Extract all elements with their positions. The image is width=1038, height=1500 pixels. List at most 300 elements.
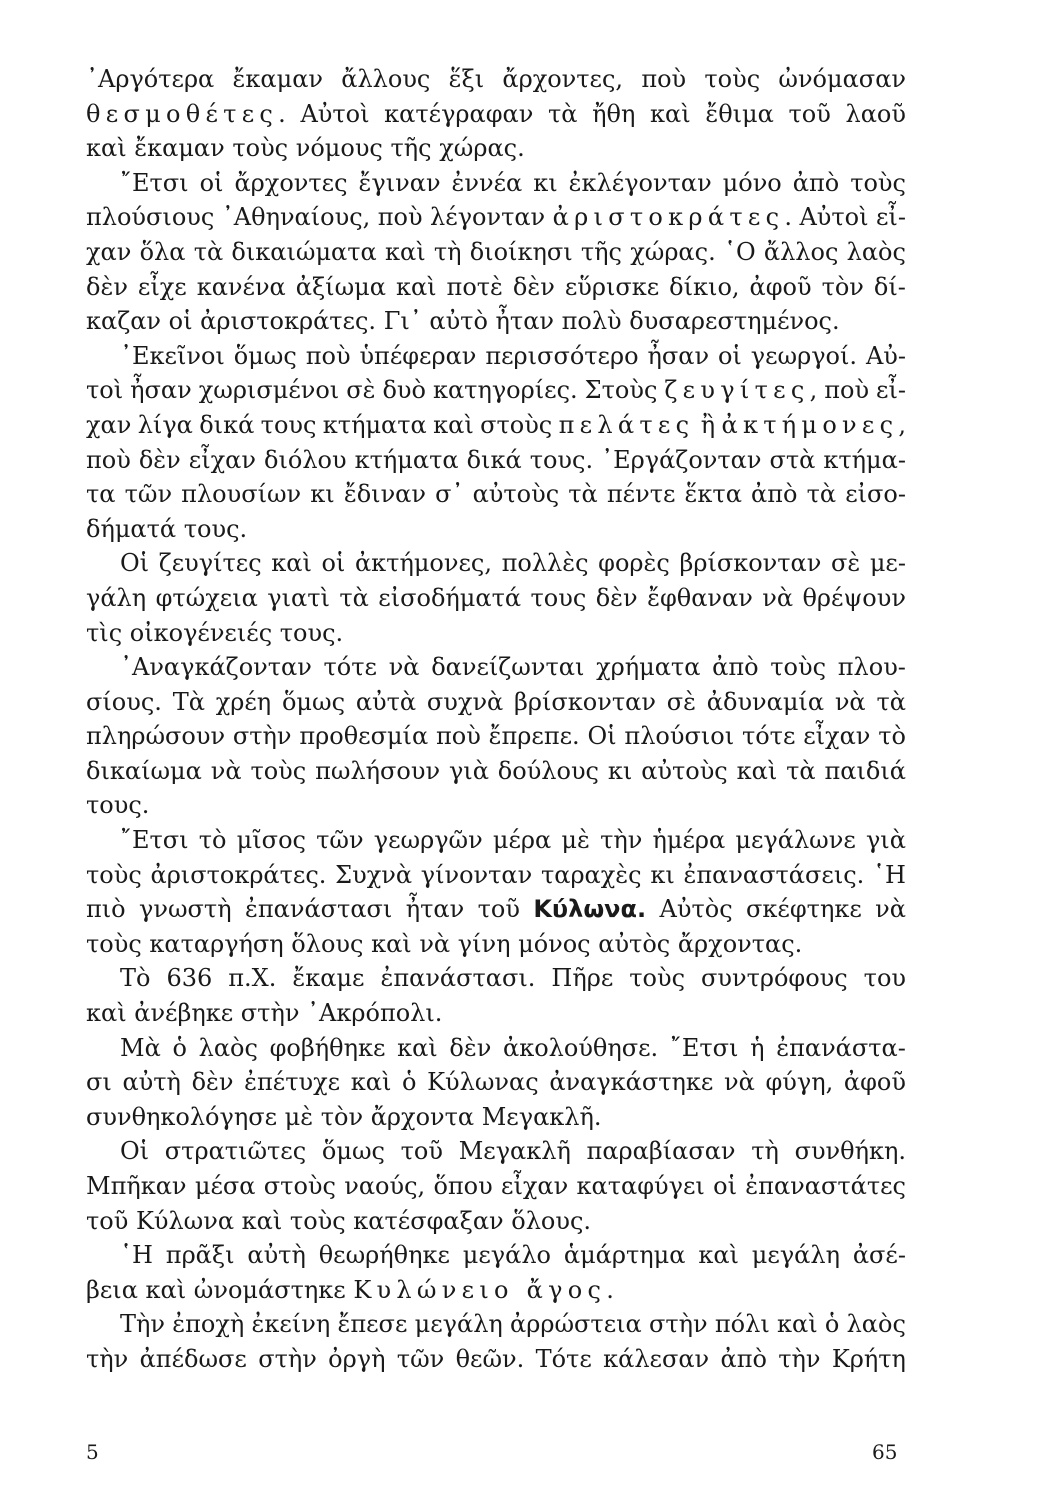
text-run: φύγη,: [765, 1068, 834, 1097]
text-run: [721, 408, 906, 443]
text-run: ᾿Εκεῖνοι: [120, 341, 225, 370]
text-run: οἱ: [321, 549, 346, 578]
text-run: δικά: [199, 410, 255, 439]
text-run: ἐκείνη: [251, 1310, 331, 1339]
text-line: [86, 685, 906, 720]
text-run: γιὰ: [448, 756, 489, 785]
text-run: Τὴν: [120, 1310, 165, 1339]
text-run: ἀδυναμία: [706, 687, 825, 716]
text-run: τὸ: [198, 826, 227, 855]
text-line: [86, 961, 906, 996]
punctuation: ,: [809, 376, 818, 405]
text-run: εἶχε: [137, 272, 187, 301]
text-run: σὲ: [830, 549, 861, 578]
text-run: οἱ: [199, 168, 224, 197]
text-run: πωλήσουν: [315, 756, 441, 785]
text-run: ὁ: [824, 1310, 840, 1339]
text-run: διόλου: [264, 445, 347, 474]
text-line: [86, 1273, 906, 1308]
text-run: σι: [86, 1068, 112, 1097]
text-run: τοὺς: [250, 756, 307, 785]
text-run: γιατὶ: [267, 583, 330, 612]
text-run: τότε: [741, 722, 796, 751]
text-run: Πῆρε: [551, 964, 614, 993]
text-run: μῖσος: [236, 826, 306, 855]
text-run: τὰ: [786, 756, 816, 785]
text-run: πλούσιοι: [624, 722, 735, 751]
text-run: λαὸς: [846, 237, 906, 266]
text-run: τους.: [86, 791, 150, 820]
text-run: ταραχὲς: [540, 860, 642, 889]
text-run: σὲ: [666, 687, 696, 716]
text-run: αὐτὰ: [355, 687, 417, 716]
spaced-term: ἀριστοκράτες: [552, 203, 785, 232]
text-line: [86, 166, 906, 201]
text-run: ἔπρεπε.: [488, 722, 580, 751]
text-line: [86, 996, 906, 1031]
text-run: γιὰ: [865, 826, 906, 855]
text-run: κτήματα: [354, 445, 459, 474]
text-run: Οἱ: [120, 1137, 150, 1166]
text-run: πλούσιους: [86, 203, 215, 232]
text-run: ἀπὸ: [712, 653, 759, 682]
bold-name: Κύλωνα.: [533, 895, 647, 924]
text-run: ἔθιμα: [705, 99, 774, 128]
text-run: τῶν: [396, 1344, 445, 1373]
text-run: καὶ: [271, 549, 312, 578]
text-run: ἄρχοντες,: [502, 65, 624, 93]
text-run: εὕρισκε: [564, 272, 660, 301]
text-run: ἦταν: [405, 895, 465, 924]
text-run: δήματά τους.: [86, 514, 248, 543]
text-run: θεῶν.: [455, 1344, 525, 1373]
text-run: ὑπέφεραν: [359, 341, 477, 370]
text-run: ὀργὴ: [328, 1344, 386, 1373]
text-run: μόνο: [722, 168, 782, 197]
text-line: [86, 788, 906, 823]
text-run: δικαίωμα: [86, 756, 202, 785]
text-run: τοὺς: [629, 964, 686, 993]
text-run: εἶ-: [875, 203, 906, 232]
text-run: Κύλωνας: [427, 1068, 539, 1097]
text-run: ἀπὸ: [751, 480, 798, 509]
text-run: χαν: [86, 237, 132, 266]
text-run: λαὸς: [846, 1310, 906, 1339]
text-run: λαὸς: [198, 1033, 258, 1062]
text-run: Τὸ: [120, 964, 151, 993]
text-run: γνωστὴ: [139, 895, 232, 924]
text-run: τοῦ: [788, 99, 831, 128]
text-run: παραβίασαν: [586, 1137, 736, 1166]
text-run: ἔδιναν: [343, 480, 426, 509]
spaced-term: ζευγίτες: [664, 376, 810, 405]
text-run: συντρόφους: [701, 964, 848, 993]
text-run: δανείζωνται: [431, 653, 585, 682]
text-run: τοῦ Κύλωνα καὶ τοὺς κατέσφαξαν ὅλους.: [86, 1206, 592, 1235]
text-run: κατηγορίες.: [432, 376, 578, 405]
text-run: τὰ: [548, 99, 578, 128]
text-run: Συχνὰ: [335, 860, 413, 889]
text-line: [86, 1307, 906, 1342]
text-run: τὴν: [778, 1344, 821, 1373]
text-run: τὰ: [193, 237, 224, 266]
text-run: ἄλλους: [341, 65, 431, 93]
text-run: ἀπέδωσε: [139, 1344, 247, 1373]
text-run: συχνὰ: [426, 687, 504, 716]
text-run: ἐπέτυχε: [244, 1068, 341, 1097]
text-run: ᾿Αθηναίους,: [221, 203, 371, 232]
text-run: στὴν: [258, 1344, 317, 1373]
text-run: στρατιῶτες: [164, 1137, 307, 1166]
text-run: τοὺς: [850, 168, 906, 197]
text-run: σὲ: [346, 376, 376, 405]
text-run: Μὰ: [120, 1033, 161, 1062]
text-run: νὰ: [388, 653, 420, 682]
text-run: ῎Ετσι: [669, 1033, 739, 1062]
text-run: καὶ ἀνέβηκε στὴν ᾿Ακρόπολι.: [86, 999, 443, 1028]
text-run: λίγα: [137, 410, 193, 439]
text-run: κάλεσαν: [603, 1344, 710, 1373]
text-run: ἁμάρτημα: [563, 1241, 686, 1270]
text-run: ζευγίτες: [158, 549, 262, 578]
text-run: Αὐ-: [865, 341, 906, 370]
text-run: καὶ: [384, 237, 426, 266]
text-run: νὰ: [724, 1068, 755, 1097]
text-run: Αὐτοὶ: [799, 203, 869, 232]
text-line: [86, 1065, 906, 1100]
text-run: σίους.: [86, 687, 162, 716]
text-run: καὶ: [736, 756, 778, 785]
text-run: Αὐτοὶ: [300, 99, 370, 128]
text-run: τὴν: [600, 826, 643, 855]
body-text: [86, 62, 906, 1377]
text-run: ὁ: [172, 1033, 187, 1062]
text-run: γεωργῶν: [373, 826, 483, 855]
text-run: μεγάλη: [751, 1241, 840, 1270]
text-run: καὶ: [350, 1068, 392, 1097]
text-run: τοὺς: [704, 65, 761, 93]
text-run: τοὶ: [86, 376, 124, 405]
text-run: ᾿Αργότερα: [86, 65, 215, 93]
text-line: [86, 1238, 906, 1273]
text-run: βρίσκονταν: [514, 687, 656, 716]
text-run: ῎Ετσι: [120, 826, 189, 855]
text-run: με-: [869, 549, 906, 578]
text-run: ἤθη: [592, 99, 636, 128]
text-run: ἡμέρα: [652, 826, 726, 855]
text-run: πλου-: [837, 653, 906, 682]
text-line: [86, 235, 906, 270]
text-run: μεγάλωνε: [735, 826, 856, 855]
text-run: πέντε: [606, 480, 676, 509]
text-run: ἐννέα: [451, 168, 523, 197]
text-run: πληρώσουν: [86, 722, 226, 751]
text-run: γίνονταν: [420, 860, 533, 889]
text-run: τοῦ: [477, 895, 520, 924]
text-run: δὲν: [595, 583, 638, 612]
text-run: τα: [86, 480, 116, 509]
text-run: 636: [166, 964, 213, 993]
text-run: ᾿Αναγκάζονταν: [120, 653, 312, 682]
text-run: στὴν: [232, 722, 292, 751]
text-run: λαοῦ: [845, 99, 906, 128]
text-line: [86, 581, 906, 616]
text-run: ναούς,: [344, 1172, 426, 1200]
text-run: κατέγραφαν: [384, 99, 534, 128]
text-run: τότε: [323, 653, 377, 682]
text-run: ἀφοῦ: [749, 272, 812, 301]
text-run: βρίσκονταν: [679, 549, 822, 578]
text-run: κτήματα: [322, 410, 427, 439]
text-run: γάλη: [86, 583, 147, 612]
text-run: φοβήθηκε: [269, 1033, 386, 1062]
text-run: τῶν: [124, 480, 173, 509]
text-run: ποὺ: [641, 65, 687, 93]
text-run: Οἱ: [587, 722, 617, 751]
text-run: πρᾶξι: [165, 1241, 235, 1270]
text-run: χώρας.: [630, 237, 716, 266]
text-run: καταφύγει: [576, 1172, 705, 1200]
text-run: ἀσέ-: [852, 1241, 906, 1270]
text-line: [86, 97, 906, 132]
text-run: ῾Η: [120, 1241, 153, 1270]
text-run: συνθήκη.: [794, 1137, 906, 1166]
text-run: νὰ: [834, 687, 866, 716]
text-run: καὶ: [395, 272, 437, 301]
text-run: καὶ: [397, 1033, 438, 1062]
punctuation: .: [278, 99, 286, 128]
text-run: ἀπὸ: [720, 1344, 767, 1373]
text-run: ἔπεσε: [337, 1310, 408, 1339]
text-line: [86, 131, 906, 166]
text-run: ἀριστοκράτες.: [150, 860, 327, 889]
text-run: .: [606, 1275, 614, 1304]
text-run: εἶχαν: [803, 722, 871, 751]
text-run: εἶχαν: [188, 445, 256, 474]
text-line: [86, 1204, 906, 1239]
text-run: περισσότερο: [485, 341, 639, 370]
punctuation: ,: [898, 410, 906, 439]
page-number: 65: [872, 1440, 898, 1464]
text-run: Αὐτὸς: [659, 895, 733, 924]
text-run: θεωρήθηκε: [318, 1241, 450, 1270]
text-run: νὰ: [210, 756, 242, 785]
text-run: Στοὺς: [584, 376, 658, 405]
text-run: Τὰ: [172, 687, 205, 716]
text-run: ἕξι: [448, 65, 485, 93]
text-line: [86, 373, 906, 408]
text-run: διοίκησι: [469, 237, 573, 266]
text-run: δί-: [873, 272, 906, 301]
text-line: [86, 62, 906, 97]
text-line: [86, 1169, 906, 1204]
printer-signature-mark: 5: [86, 1440, 99, 1464]
text-run: καὶ: [433, 410, 474, 439]
text-run: ἄλλος: [763, 237, 839, 266]
text-run: καὶ: [698, 1241, 739, 1270]
text-run: ὠνόμασαν: [778, 65, 906, 93]
text-line: [86, 858, 906, 893]
text-run: ἐπανάστασι.: [380, 964, 536, 993]
text-run: εἰσοδήματά: [378, 583, 522, 612]
text-run: γεωργοί.: [750, 341, 858, 370]
text-run: στοὺς: [263, 1172, 336, 1200]
text-run: φορὲς: [598, 549, 670, 578]
text-run: ἕκτα: [684, 480, 742, 509]
text-run: κανένα: [196, 272, 286, 301]
text-run: Κρήτη: [831, 1344, 906, 1373]
text-run: Μεγακλῆ: [458, 1137, 571, 1166]
text-run: λέγονταν: [430, 203, 546, 232]
text-run: δὲν: [512, 272, 555, 301]
text-run: ἀκολούθησε.: [503, 1033, 659, 1062]
text-run: ὅπου: [433, 1172, 493, 1200]
text-run: βεια καὶ ὠνομάστηκε: [86, 1275, 354, 1304]
text-run: ἀπὸ: [792, 168, 840, 197]
text-run: ἦσαν: [130, 376, 192, 405]
text-run: ἔκαμε: [292, 964, 365, 993]
text-run: δούλους: [497, 756, 599, 785]
text-run: κτήμα-: [823, 445, 906, 474]
text-run: μεγάλη: [414, 1310, 503, 1339]
text-run: ἔφθαναν: [647, 583, 753, 612]
text-run: συνθηκολόγησε μὲ τὸν ἄρχοντα Μεγακλῆ.: [86, 1102, 602, 1131]
text-run: μέρα: [492, 826, 552, 855]
text-run: χωρισμένοι: [198, 376, 340, 405]
spaced-term: θεσμοθέτες: [86, 99, 279, 128]
spaced-term: Κυλώνειο ἄγος: [353, 1275, 607, 1304]
text-run: τὰ: [568, 480, 598, 509]
text-run: [664, 373, 817, 408]
text-run: ἢ: [700, 410, 716, 439]
text-line: [86, 270, 906, 305]
text-run: τὰ: [806, 480, 837, 509]
text-run: του: [863, 964, 906, 993]
text-run: ποὺ: [86, 445, 131, 474]
text-run: προθεσμία: [299, 722, 429, 751]
text-run: φτώχεια: [155, 583, 258, 612]
text-run: τῶν: [316, 826, 364, 855]
text-run: ἐπαναστάτες: [745, 1172, 906, 1200]
text-run: ἀρρώστεια: [510, 1310, 642, 1339]
text-line: [86, 1100, 906, 1135]
text-run: ποὺ: [824, 376, 870, 405]
text-run: ποτὲ: [446, 272, 503, 301]
text-run: ἦσαν: [647, 341, 710, 370]
text-run: μεγάλο: [462, 1241, 551, 1270]
text-line: [86, 823, 906, 858]
text-run: τοῦ: [400, 1137, 443, 1166]
text-run: τῆς: [580, 237, 622, 266]
text-run: κι: [650, 860, 675, 889]
punctuation: .: [784, 203, 792, 232]
text-run: εἶχαν: [501, 1172, 569, 1200]
text-run: μὲ: [561, 826, 590, 855]
text-run: ἐπανάστασι: [245, 895, 393, 924]
text-run: καὶ: [650, 99, 691, 128]
text-run: ἐκλέγονταν: [568, 168, 712, 197]
text-run: δικά: [466, 445, 522, 474]
text-run: ἐποχὴ: [172, 1310, 245, 1339]
text-run: Οἱ: [120, 549, 150, 578]
text-run: χαν: [86, 410, 132, 439]
text-run: αὐτοὺς: [641, 756, 728, 785]
text-run: νὰ: [875, 895, 906, 924]
text-run: σκέφτηκε: [746, 895, 862, 924]
text-line: [86, 1342, 906, 1377]
text-run: δὲν: [138, 445, 181, 474]
text-run: ἔκαμαν: [232, 65, 323, 93]
text-run: πλουσίων: [181, 480, 302, 509]
text-run: ᾿Εργάζονταν: [601, 445, 762, 474]
text-run: κι: [533, 168, 558, 197]
text-run: ἔγιναν: [358, 168, 441, 197]
text-run: τὶς οἰκογένειές τους.: [86, 618, 344, 647]
text-run: τὴν: [86, 1344, 129, 1373]
text-run: καὶ: [777, 1310, 818, 1339]
text-run: στὰ: [769, 445, 816, 474]
spaced-term: πελάτες: [558, 410, 695, 439]
text-run: τὰ: [876, 687, 906, 716]
text-run: τοὺς: [86, 860, 142, 889]
text-run: τους: [530, 583, 587, 612]
text-line: [86, 927, 906, 962]
text-run: στοὺς: [480, 410, 553, 439]
text-run: οἱ: [717, 341, 742, 370]
text-run: ὅμως: [281, 687, 346, 716]
text-run: ἐπανάστα-: [776, 1033, 906, 1062]
text-run: τὴ: [751, 1137, 779, 1166]
text-line: [86, 616, 906, 651]
text-run: δὲν: [86, 272, 128, 301]
text-run: ποὺ: [436, 722, 481, 751]
text-run: τὸ: [878, 722, 906, 751]
text-run: ἀξίωμα: [295, 272, 386, 301]
text-run: θρέψουν: [802, 583, 906, 612]
text-line: [86, 719, 906, 754]
text-run: τὸν: [821, 272, 864, 301]
text-run: τοὺς καταργήση ὅλους καὶ νὰ γίνη μόνος αὐτὸς ἄρχοντας.: [86, 929, 803, 958]
text-line: [86, 200, 906, 235]
text-run: π.Χ.: [228, 964, 277, 993]
text-run: ἀφοῦ: [843, 1068, 906, 1097]
spaced-term: ἀκτήμονες: [721, 410, 899, 439]
text-line: [86, 304, 906, 339]
text-run: ῾Ο: [723, 237, 756, 266]
text-run: σ᾿: [435, 480, 464, 509]
text-run: ὅλα: [139, 237, 186, 266]
text-run: εἶ-: [876, 376, 906, 405]
text-run: ποὺ: [377, 203, 423, 232]
text-run: εἰσο-: [845, 480, 906, 509]
text-run: πιὸ: [86, 895, 126, 924]
text-run: πόλι: [714, 1310, 770, 1339]
text-run: νὰ: [762, 583, 794, 612]
text-line: [86, 1031, 906, 1066]
text-line: [86, 754, 906, 789]
text-run: ὅμως: [233, 341, 297, 370]
text-run: τὰ: [339, 583, 369, 612]
text-run: Μπῆκαν: [86, 1172, 187, 1200]
text-run: τὴ: [433, 237, 462, 266]
text-run: δὲν: [449, 1033, 492, 1062]
text-run: δικαιώματα: [231, 237, 377, 266]
text-run: δίκιο,: [669, 272, 740, 301]
text-line: [86, 339, 906, 374]
text-run: παιδιά: [824, 756, 906, 785]
text-line: [86, 443, 906, 478]
text-line: [86, 650, 906, 685]
